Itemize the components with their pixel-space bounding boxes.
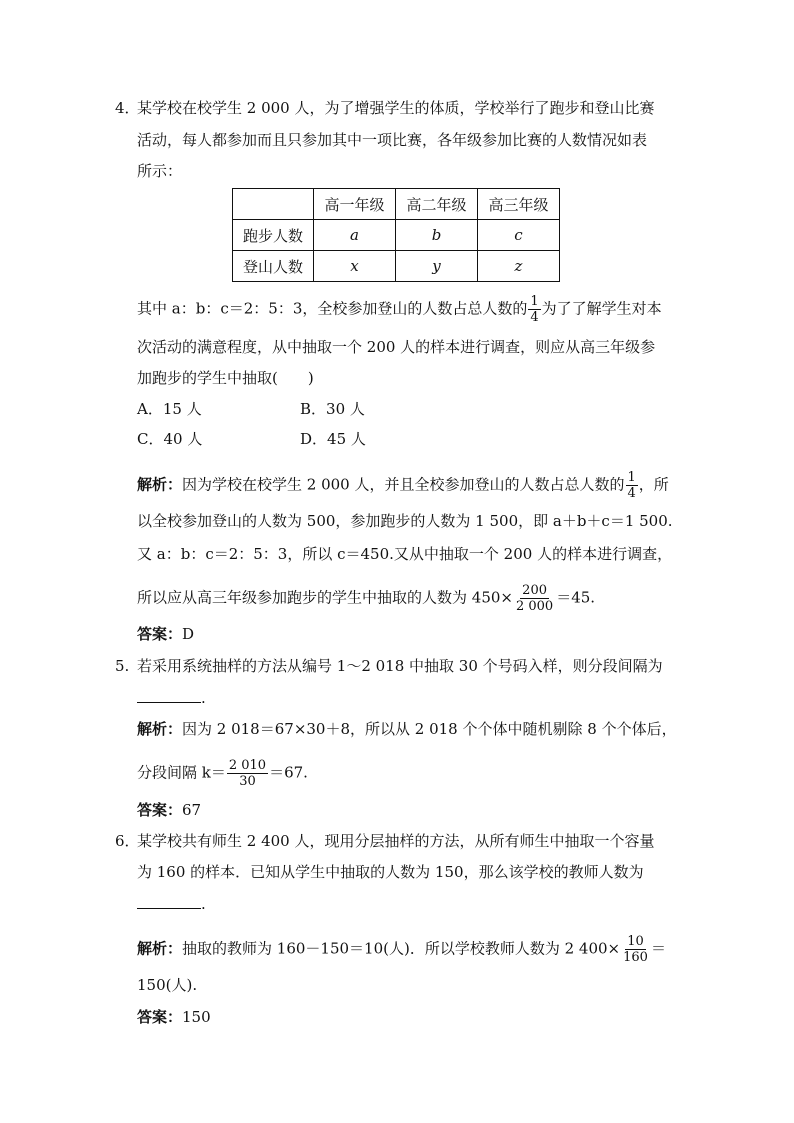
q4-sol4-tail: ＝45. bbox=[556, 588, 596, 607]
fraction-numerator: 2 010 bbox=[228, 758, 267, 773]
q5-solution-line1 bbox=[137, 719, 677, 739]
fraction-numerator: 1 bbox=[530, 294, 539, 309]
solution-label: 解析： bbox=[137, 475, 183, 494]
table-cell: c bbox=[478, 220, 560, 251]
q4-cond-ratio: a：b：c＝2：5：3，全校参加登山的人数占总人数的 bbox=[171, 299, 528, 318]
q4-sol4-fraction bbox=[514, 583, 555, 614]
solution-label: 解析： bbox=[137, 720, 183, 738]
q4-sol1-tail: ，所 bbox=[638, 475, 669, 494]
q6-sol1-tail: ＝ bbox=[650, 939, 666, 958]
q4-option-a: A．15 人 bbox=[137, 400, 202, 418]
q5-answer bbox=[137, 800, 201, 820]
table-cell: y bbox=[396, 251, 478, 282]
q6-solution-line2: 150(人). bbox=[137, 976, 198, 994]
table-header-cell: 高二年级 bbox=[396, 189, 478, 220]
table-row bbox=[233, 251, 560, 282]
q6-answer bbox=[137, 1007, 211, 1027]
table-row bbox=[233, 220, 560, 251]
fraction-numerator: 1 bbox=[627, 470, 636, 485]
table-cell: x bbox=[314, 251, 396, 282]
q5-stem-period: . bbox=[201, 689, 206, 707]
table-cell: b bbox=[396, 220, 478, 251]
answer-value: D bbox=[182, 625, 195, 643]
q5-sol-fraction bbox=[227, 758, 268, 789]
q4-answer bbox=[137, 624, 194, 644]
q4-solution-line4 bbox=[137, 583, 595, 614]
q6-solution-line1 bbox=[137, 934, 666, 965]
q4-number: 4． bbox=[115, 99, 140, 117]
fraction-numerator: 10 bbox=[627, 934, 644, 949]
answer-blank bbox=[137, 688, 201, 703]
q4-cond-tail: 为了了解学生对本 bbox=[541, 299, 662, 318]
q4-solution-line1 bbox=[137, 470, 669, 501]
q6-stem-period: . bbox=[201, 895, 206, 913]
q5-number: 5. bbox=[115, 657, 130, 675]
table-cell: z bbox=[478, 251, 560, 282]
q6-stem-line2: 为 160 的样本．已知从学生中抽取的人数为 150，那么该学校的教师人数为 bbox=[137, 863, 644, 881]
fraction-denominator: 30 bbox=[239, 774, 256, 789]
fraction-denominator: 4 bbox=[530, 310, 539, 325]
q4-stem-line2: 活动，每人都参加而且只参加其中一项比赛，各年级参加比赛的人数情况如表 bbox=[137, 131, 648, 149]
fraction-denominator: 4 bbox=[627, 486, 636, 501]
q6-sol1-text: 抽取的教师为 160－150＝10(人)．所以学校教师人数为 2 400× bbox=[182, 939, 621, 958]
answer-label: 答案： bbox=[137, 625, 183, 643]
fraction-denominator: 160 bbox=[623, 950, 648, 965]
q4-cond-prefix: 其中 bbox=[137, 299, 168, 318]
q6-stem-line3 bbox=[137, 894, 206, 914]
q5-stem-line1: 若采用系统抽样的方法从编号 1～2 018 中抽取 30 个号码入样，则分段间隔为 bbox=[137, 657, 663, 675]
q4-sol-fraction bbox=[626, 470, 638, 501]
q4-condition-line bbox=[137, 294, 662, 325]
fraction-denominator: 2 000 bbox=[515, 599, 554, 614]
fraction-numerator: 200 bbox=[522, 583, 547, 598]
table-row-label: 登山人数 bbox=[233, 251, 314, 282]
q4-option-c: C．40 人 bbox=[137, 430, 203, 448]
q4-option-b: B．30 人 bbox=[300, 400, 365, 418]
answer-value: 150 bbox=[182, 1008, 211, 1026]
solution-label: 解析： bbox=[137, 939, 183, 958]
table-header-row bbox=[233, 189, 560, 220]
q4-stem-line3: 所示： bbox=[137, 162, 183, 180]
q4-sol4-text: 所以应从高三年级参加跑步的学生中抽取的人数为 450× bbox=[137, 588, 513, 607]
q5-stem-line2 bbox=[137, 688, 206, 708]
q4-sol1-text: 因为学校在校学生 2 000 人，并且全校参加登山的人数占总人数的 bbox=[182, 475, 625, 494]
q4-data-table bbox=[232, 188, 560, 282]
table-header-cell: 高一年级 bbox=[314, 189, 396, 220]
q5-sol1-text: 因为 2 018＝67×30＋8，所以从 2 018 个个体中随机剔除 8 个个体后， bbox=[182, 720, 677, 738]
answer-value: 67 bbox=[182, 801, 202, 819]
q4-fraction bbox=[528, 294, 540, 325]
table-row-label: 跑步人数 bbox=[233, 220, 314, 251]
q6-stem-line1: 某学校共有师生 2 400 人，现用分层抽样的方法，从所有师生中抽取一个容量 bbox=[137, 832, 655, 850]
q4-stem-line1: 某学校在校学生 2 000 人，为了增强学生的体质，学校举行了跑步和登山比赛 bbox=[137, 99, 655, 117]
q6-number: 6． bbox=[115, 832, 140, 850]
answer-label: 答案： bbox=[137, 1008, 183, 1026]
q4-option-d: D．45 人 bbox=[300, 430, 366, 448]
q4-stem-line5: 次活动的满意程度，从中抽取一个 200 人的样本进行调查，则应从高三年级参 bbox=[137, 338, 656, 356]
answer-blank bbox=[137, 894, 201, 909]
answer-label: 答案： bbox=[137, 801, 183, 819]
q4-solution-line3: 又 a：b：c＝2：5：3，所以 c＝450.又从中抽取一个 200 人的样本进行调查， bbox=[137, 545, 673, 563]
q5-solution-line2 bbox=[137, 758, 308, 789]
table-cell: a bbox=[314, 220, 396, 251]
q5-sol2-tail: ＝67. bbox=[269, 763, 308, 782]
table-header-cell: 高三年级 bbox=[478, 189, 560, 220]
q5-sol2-text: 分段间隔 k＝ bbox=[137, 763, 226, 782]
q6-sol-fraction bbox=[621, 934, 650, 965]
q4-solution-line2: 以全校参加登山的人数为 500，参加跑步的人数为 1 500，即 a＋b＋c＝1 500. bbox=[137, 512, 673, 530]
table-cell bbox=[233, 189, 314, 220]
q4-stem-line6: 加跑步的学生中抽取( ) bbox=[137, 369, 314, 387]
